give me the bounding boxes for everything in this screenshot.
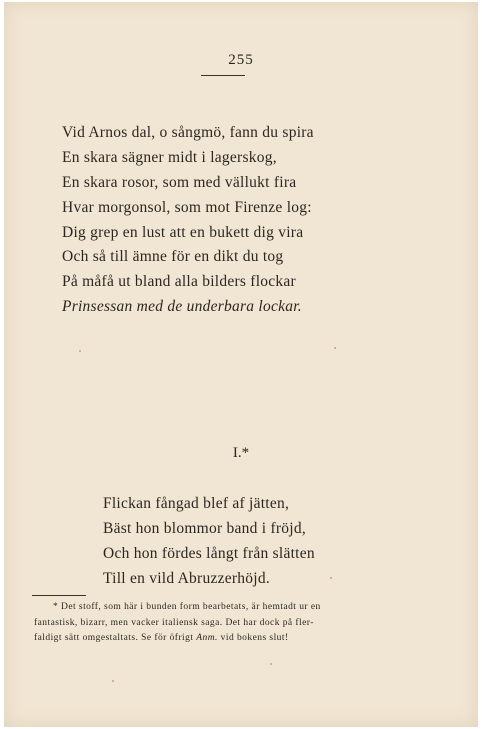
verse-line-italic-title: Prinsessan med de underbara lockar. <box>62 298 302 316</box>
footnote-separator <box>32 595 86 596</box>
section-marker: I.* <box>232 445 250 461</box>
paper-speck <box>330 577 332 579</box>
paper-speck <box>79 350 81 352</box>
footnote-abbreviation: Anm. <box>196 633 218 643</box>
footnote-line: fantastisk, bizarr, men vacker italiensk saga. Det har dock på fler- <box>34 617 314 628</box>
verse-line: En skara sägner midt i lagerskog, <box>62 148 277 166</box>
verse-line: Hvar morgonsol, som mot Firenze log: <box>62 198 312 216</box>
paper-speck <box>112 680 114 682</box>
verse-line: På måfå ut bland alla bilders flockar <box>62 273 296 291</box>
verse-line: En skara rosor, som med vällukt fira <box>62 173 297 191</box>
page-number: 255 <box>228 52 254 68</box>
footnote-line <box>34 631 404 647</box>
verse-line: Och så till ämne för en dikt du tog <box>62 248 284 266</box>
paper-speck <box>270 663 272 665</box>
footnote <box>34 600 404 647</box>
verse-line: Bäst hon blommor band i fröjd, <box>103 519 306 537</box>
verse-line: Vid Arnos dal, o sångmö, fann du spira <box>62 124 314 141</box>
poem-section-1-stanza <box>103 492 315 592</box>
book-page <box>4 2 478 727</box>
verse-line: Till en vild Abruzzerhöjd. <box>103 569 270 587</box>
footnote-text: faldigt sätt omgestaltats. Se för öfrigt <box>34 633 197 643</box>
footnote-text: vid bokens slut! <box>217 633 289 643</box>
verse-line: Flickan fångad blef af jätten, <box>103 495 290 512</box>
verse-line: Och hon fördes långt från slätten <box>103 544 315 562</box>
page-number-underline <box>201 75 245 76</box>
footnote-line: * Det stoff, som här i bunden form bearbetats, är hemtadt ur en <box>53 602 321 612</box>
paper-speck <box>334 347 336 349</box>
verse-line: Dig grep en lust att en bukett dig vira <box>62 223 304 241</box>
poem-intro-stanza <box>62 121 314 320</box>
